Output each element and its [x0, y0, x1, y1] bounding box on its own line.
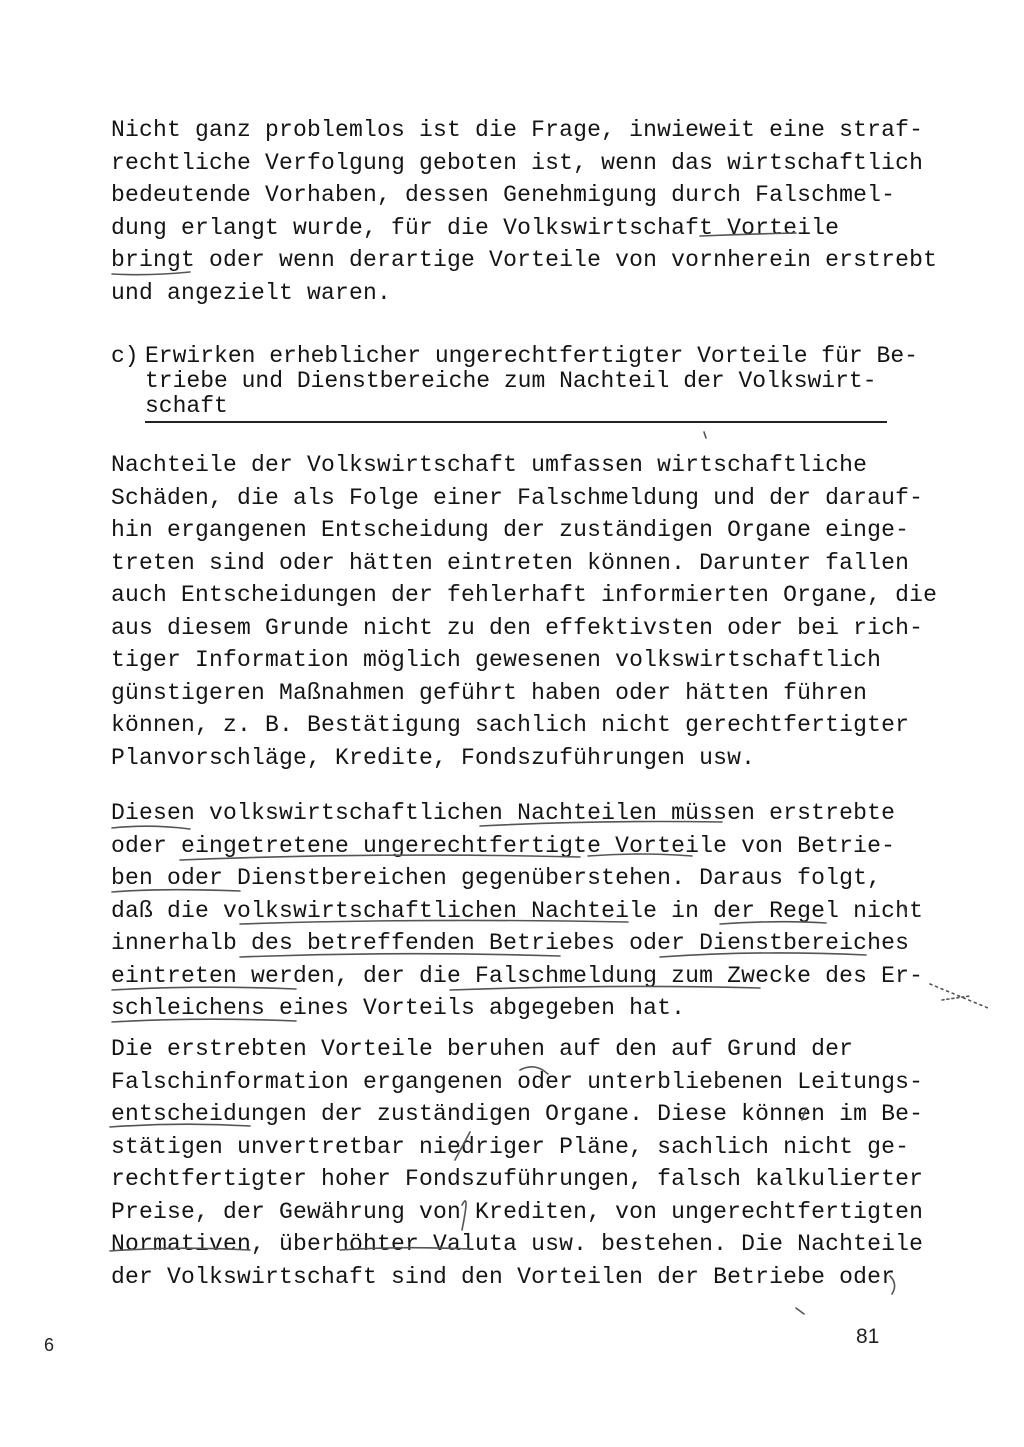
text-line: dung erlangt wurde, für die Volkswirtschaft Vorteile	[111, 214, 840, 241]
text-line: rechtliche Verfolgung geboten ist, wenn das wirtschaftlich	[111, 149, 924, 176]
text-line: Nachteile der Volkswirtschaft umfassen wirtschaftliche	[111, 452, 868, 478]
text-line: daß die volkswirtschaftlichen Nachteile in der Regel nicht	[111, 897, 924, 924]
text-line: Planvorschläge, Kredite, Fondszuführungen usw.	[111, 744, 756, 771]
text-line: günstigeren Maßnahmen geführt haben oder hätten führen	[111, 679, 868, 706]
margin-mark	[942, 996, 970, 1000]
text-line: können, z. B. Bestätigung sachlich nicht gerechtfertigter	[111, 712, 910, 738]
text-line: Die erstrebten Vorteile beruhen auf den auf Grund der	[111, 1036, 854, 1062]
paragraph-2	[111, 449, 938, 774]
margin-mark	[704, 432, 706, 438]
paragraph-4	[111, 1033, 924, 1293]
heading-line: schaft	[145, 393, 228, 419]
text-line: rechtfertigter hoher Fondszuführungen, falsch kalkulierter	[111, 1166, 924, 1192]
margin-mark	[930, 984, 988, 1008]
text-line: innerhalb des betreffenden Betriebes oder Dienstbereiches	[111, 930, 910, 956]
section-label: c)	[111, 343, 139, 369]
text-line: Diesen volkswirtschaftlichen Nachteilen müssen erstrebte	[111, 800, 896, 826]
text-line: bedeutende Vorhaben, dessen Genehmigung durch Falschmel-	[111, 182, 896, 208]
paragraph-3	[111, 797, 924, 1025]
text-line: Schäden, die als Folge einer Falschmeldung und der darauf-	[111, 484, 924, 511]
text-line: Falschinformation ergangenen oder unterbliebenen Leitungs-	[111, 1068, 924, 1095]
text-line: Nicht ganz problemlos ist die Frage, inwieweit eine straf-	[111, 117, 924, 143]
text-line: oder eingetretene ungerechtfertigte Vorteile von Betrie-	[111, 832, 896, 859]
text-line: tiger Information möglich gewesenen volkswirtschaftlich	[111, 647, 882, 673]
text-line: auch Entscheidungen der fehlerhaft informierten Organe, die	[111, 582, 938, 608]
margin-mark	[796, 1308, 804, 1314]
text-line: stätigen unvertretbar niedriger Pläne, sachlich nicht ge-	[111, 1133, 910, 1160]
text-line: schleichens eines Vorteils abgegeben hat.	[111, 995, 686, 1021]
heading-underline	[145, 421, 887, 423]
margin-number: 6	[44, 1335, 55, 1355]
text-line: Normativen, überhöhter Valuta usw. bestehen. Die Nachteile	[111, 1231, 924, 1257]
section-heading	[111, 343, 918, 419]
text-line: der Volkswirtschaft sind den Vorteilen der Betriebe oder	[111, 1263, 896, 1290]
text-line: und angezielt waren.	[111, 279, 392, 306]
text-line: bringt oder wenn derartige Vorteile von vornherein erstrebt	[111, 247, 938, 273]
heading-line: Erwirken erheblicher ungerechtfertigter Vorteile für Be-	[145, 343, 918, 369]
text-line: Preise, der Gewährung von Krediten, von ungerechtfertigten	[111, 1198, 924, 1225]
text-line: treten sind oder hätten eintreten können. Darunter fallen	[111, 549, 910, 576]
text-line: eintreten werden, der die Falschmeldung zum Zwecke des Er-	[111, 962, 924, 989]
paragraph-1	[111, 114, 938, 309]
page-number: 81	[856, 1325, 880, 1348]
text-line: entscheidungen der zuständigen Organe. Diese können im Be-	[111, 1101, 924, 1127]
text-line: hin ergangenen Entscheidung der zuständigen Organe einge-	[111, 517, 910, 543]
text-line: ben oder Dienstbereichen gegenüberstehen. Daraus folgt,	[111, 865, 882, 891]
heading-line: triebe und Dienstbereiche zum Nachteil der Volkswirt-	[145, 368, 877, 394]
text-line: aus diesem Grunde nicht zu den effektivsten oder bei rich-	[111, 614, 924, 641]
